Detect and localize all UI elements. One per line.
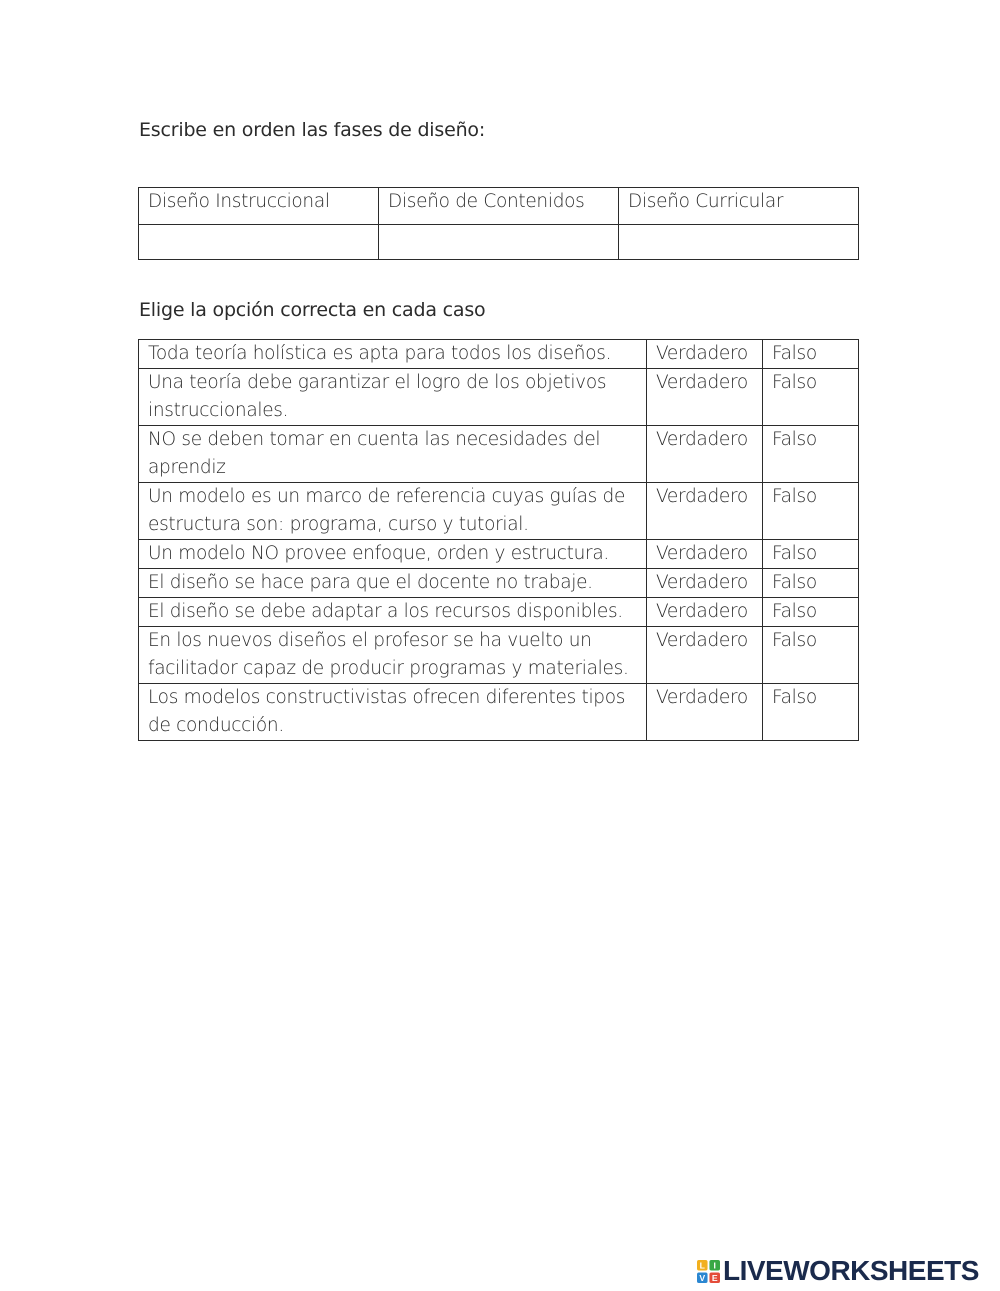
option-true[interactable]: Verdadero (647, 627, 763, 684)
phase-cell: Diseño Curricular (619, 188, 859, 225)
liveworksheets-logo (697, 1256, 979, 1286)
option-false[interactable]: Falso (763, 627, 859, 684)
true-false-table (138, 339, 859, 741)
svg-text:I: I (713, 1260, 716, 1271)
option-true[interactable]: Verdadero (647, 340, 763, 369)
option-false[interactable]: Falso (763, 340, 859, 369)
statement-cell: El diseño se debe adaptar a los recursos disponibles. (139, 598, 647, 627)
phase-cell: Diseño de Contenidos (379, 188, 619, 225)
option-true[interactable]: Verdadero (647, 684, 763, 741)
table-row (139, 340, 859, 369)
table-row (139, 627, 859, 684)
statement-cell: Los modelos constructivistas ofrecen diferentes tipos de conducción. (139, 684, 647, 741)
option-false[interactable]: Falso (763, 598, 859, 627)
option-true[interactable]: Verdadero (647, 540, 763, 569)
statement-cell: En los nuevos diseños el profesor se ha vuelto un facilitador capaz de producir programas y materiales. (139, 627, 647, 684)
table-row (139, 598, 859, 627)
statement-cell: Un modelo NO provee enfoque, orden y estructura. (139, 540, 647, 569)
option-true[interactable]: Verdadero (647, 369, 763, 426)
svg-text:V: V (699, 1272, 706, 1283)
option-false[interactable]: Falso (763, 426, 859, 483)
option-false[interactable]: Falso (763, 540, 859, 569)
option-false[interactable]: Falso (763, 569, 859, 598)
option-false[interactable]: Falso (763, 369, 859, 426)
answer-blank-3[interactable] (619, 225, 859, 260)
option-true[interactable]: Verdadero (647, 569, 763, 598)
design-phases-table (138, 187, 859, 260)
statement-cell: Una teoría debe garantizar el logro de los objetivos instruccionales. (139, 369, 647, 426)
option-false[interactable]: Falso (763, 483, 859, 540)
table-row (139, 569, 859, 598)
statement-cell: NO se deben tomar en cuenta las necesidades del aprendiz (139, 426, 647, 483)
instruction-choose-correct: Elige la opción correcta en cada caso (139, 299, 486, 321)
table-row (139, 540, 859, 569)
answer-blank-1[interactable] (139, 225, 379, 260)
option-true[interactable]: Verdadero (647, 598, 763, 627)
liveworksheets-logo-icon (697, 1260, 720, 1283)
option-true[interactable]: Verdadero (647, 483, 763, 540)
option-false[interactable]: Falso (763, 684, 859, 741)
table-row (139, 483, 859, 540)
statement-cell: Un modelo es un marco de referencia cuyas guías de estructura son: programa, curso y tutorial. (139, 483, 647, 540)
table-row (139, 684, 859, 741)
instruction-order-phases: Escribe en orden las fases de diseño: (139, 119, 486, 141)
table-row (139, 426, 859, 483)
option-true[interactable]: Verdadero (647, 426, 763, 483)
phase-cell: Diseño Instruccional (139, 188, 379, 225)
table-row (139, 225, 859, 260)
table-row (139, 369, 859, 426)
statement-cell: Toda teoría holística es apta para todos los diseños. (139, 340, 647, 369)
answer-blank-2[interactable] (379, 225, 619, 260)
svg-text:E: E (711, 1272, 718, 1283)
liveworksheets-wordmark: LIVEWORKSHEETS (723, 1255, 979, 1286)
svg-text:L: L (699, 1260, 705, 1271)
statement-cell: El diseño se hace para que el docente no trabaje. (139, 569, 647, 598)
table-row (139, 188, 859, 225)
